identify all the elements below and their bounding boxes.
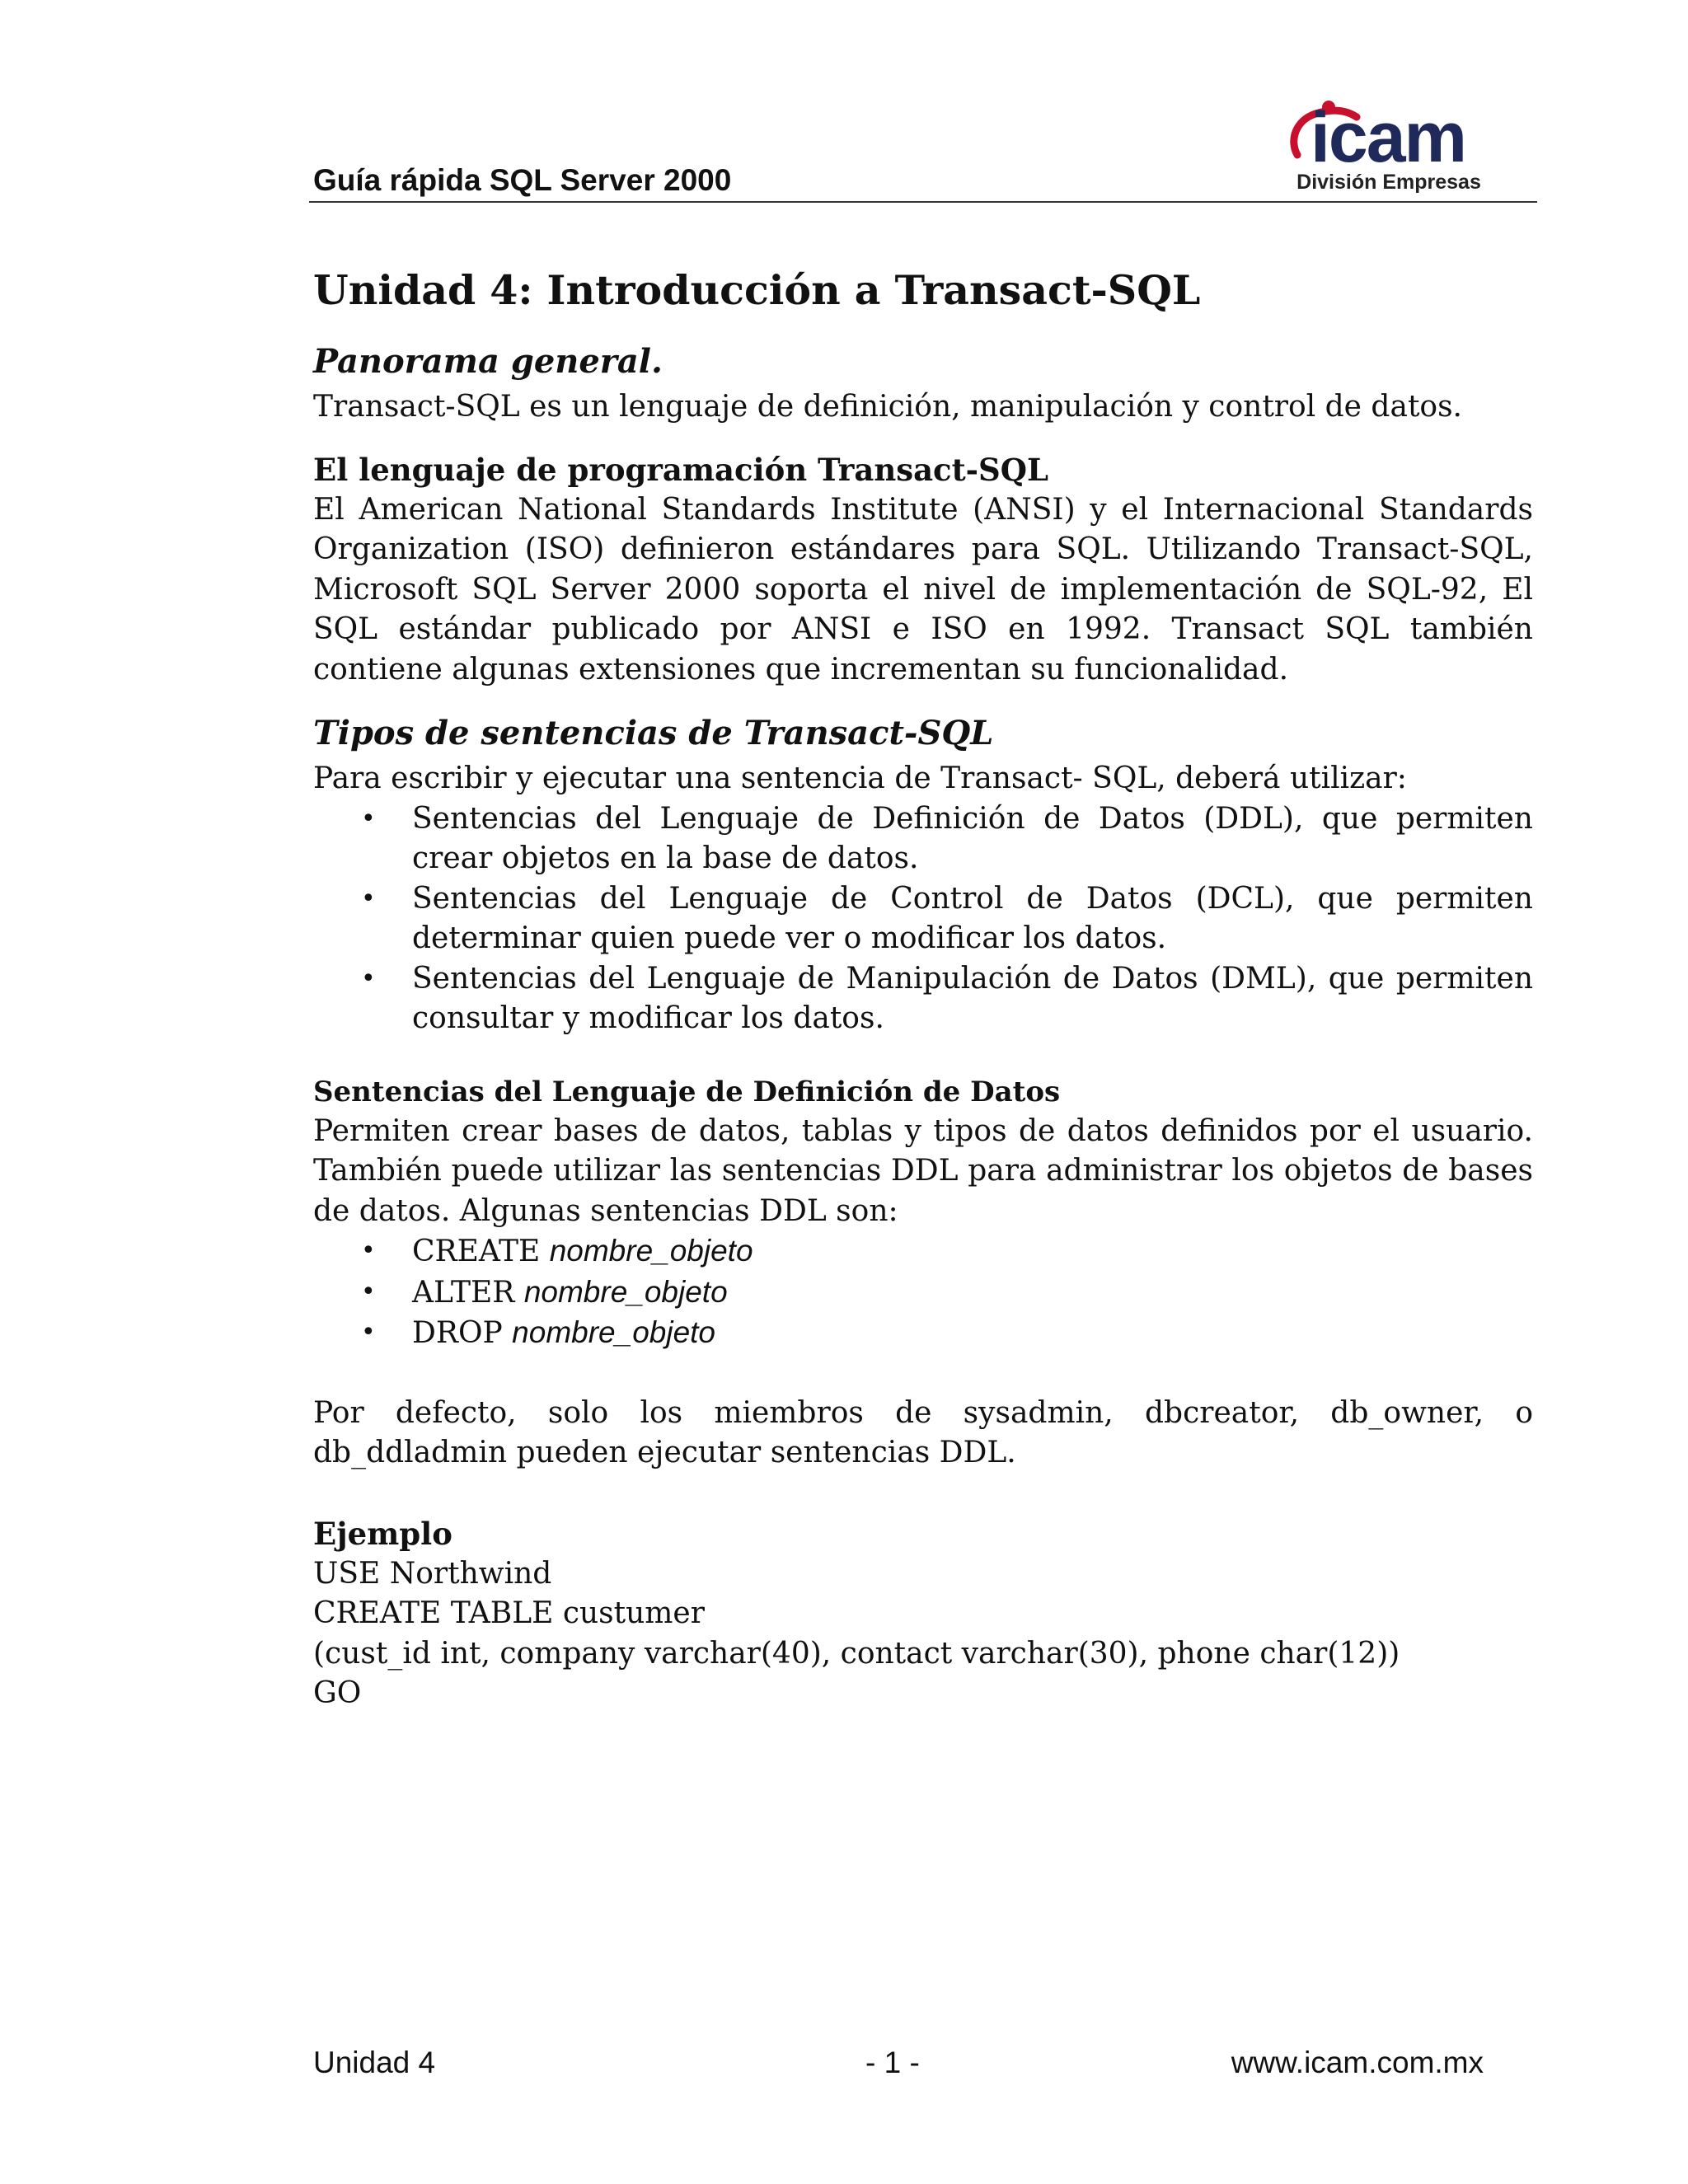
statement-types-list [313, 799, 1533, 1039]
language-heading: El lenguaje de programación Transact-SQL [313, 451, 1048, 488]
icam-logo-mark [1286, 97, 1492, 171]
list-item [313, 879, 1533, 959]
document-body [313, 265, 1533, 1714]
example-code [313, 1554, 1533, 1714]
footer-unit: Unidad 4 [313, 2046, 436, 2079]
example-heading: Ejemplo [313, 1515, 452, 1552]
ddl-statements-list [313, 1231, 1533, 1354]
page-footer [313, 2046, 1484, 2085]
language-paragraph: El American National Standards Institute (ANSI) y el Internacional Standards Organization (ISO) definieron estándares para SQL. Utilizando Transact-SQL, Microsoft SQL Server 2000 soporta el nivel de implementación de SQL-92, El SQL estándar publicado por ANSI e ISO en 1992. Transact SQL también contiene algunas extensiones que incrementan su funcionalidad. [313, 492, 1533, 687]
list-item [313, 799, 1533, 879]
logo-subtitle: División Empresas [1296, 171, 1481, 194]
list-item [313, 1272, 1533, 1314]
ddl-keyword: ALTER [412, 1275, 515, 1310]
list-item-text: Sentencias del Lenguaje de Control de Datos (DCL), que permiten determinar quien puede ver o modificar los datos. [412, 881, 1533, 955]
code-line: USE Northwind [313, 1556, 552, 1591]
list-item-text: Sentencias del Lenguaje de Manipulación de Datos (DML), que permiten consultar y modificar los datos. [412, 961, 1533, 1035]
list-item [313, 959, 1533, 1039]
code-line: (cust_id int, company varchar(40), contact varchar(30), phone char(12)) [313, 1636, 1400, 1671]
ddl-paragraph: Permiten crear bases de datos, tablas y tipos de datos definidos por el usuario. También puede utilizar las sentencias DDL para administrar los objetos de bases de datos. Algunas sentencias DDL son: [313, 1113, 1533, 1228]
ddl-heading: Sentencias del Lenguaje de Definición de Datos [313, 1075, 1061, 1108]
page-number: - 1 - [865, 2046, 920, 2079]
ddl-argument: nombre_objeto [549, 1234, 753, 1268]
bullet-icon: • [361, 1236, 376, 1265]
icam-logo [1286, 97, 1492, 196]
ddl-permissions-note: Por defecto, solo los miembros de sysadmin, dbcreator, db_owner, o db_ddladmin pueden ejecutar sentencias DDL. [313, 1395, 1533, 1469]
bullet-icon: • [361, 804, 376, 833]
logo-text: icam [1311, 98, 1466, 171]
overview-heading: Panorama general. [313, 342, 663, 381]
unit-title: Unidad 4: Introducción a Transact-SQL [313, 266, 1201, 314]
bullet-icon: • [361, 1318, 376, 1347]
types-heading: Tipos de sentencias de Transact-SQL [313, 714, 994, 752]
bullet-icon: • [361, 883, 376, 913]
list-item-text: Sentencias del Lenguaje de Definición de Datos (DDL), que permiten crear objetos en la base de datos. [412, 801, 1533, 875]
types-intro: Para escribir y ejecutar una sentencia de Transact- SQL, deberá utilizar: [313, 762, 1407, 795]
header-divider [309, 201, 1537, 203]
ddl-argument: nombre_objeto [512, 1315, 716, 1349]
code-line: GO [313, 1676, 362, 1710]
code-line: CREATE TABLE custumer [313, 1596, 705, 1630]
overview-text: Transact-SQL es un lenguaje de definición, manipulación y control de datos. [313, 390, 1462, 424]
ddl-keyword: CREATE [412, 1235, 541, 1268]
footer-website: www.icam.com.mx [1231, 2046, 1484, 2079]
list-item [313, 1231, 1533, 1272]
ddl-keyword: DROP [412, 1316, 503, 1350]
ddl-argument: nombre_objeto [523, 1274, 728, 1309]
bullet-icon: • [361, 963, 376, 993]
header-title: Guía rápida SQL Server 2000 [313, 163, 732, 197]
list-item [313, 1313, 1533, 1354]
bullet-icon: • [361, 1277, 376, 1306]
